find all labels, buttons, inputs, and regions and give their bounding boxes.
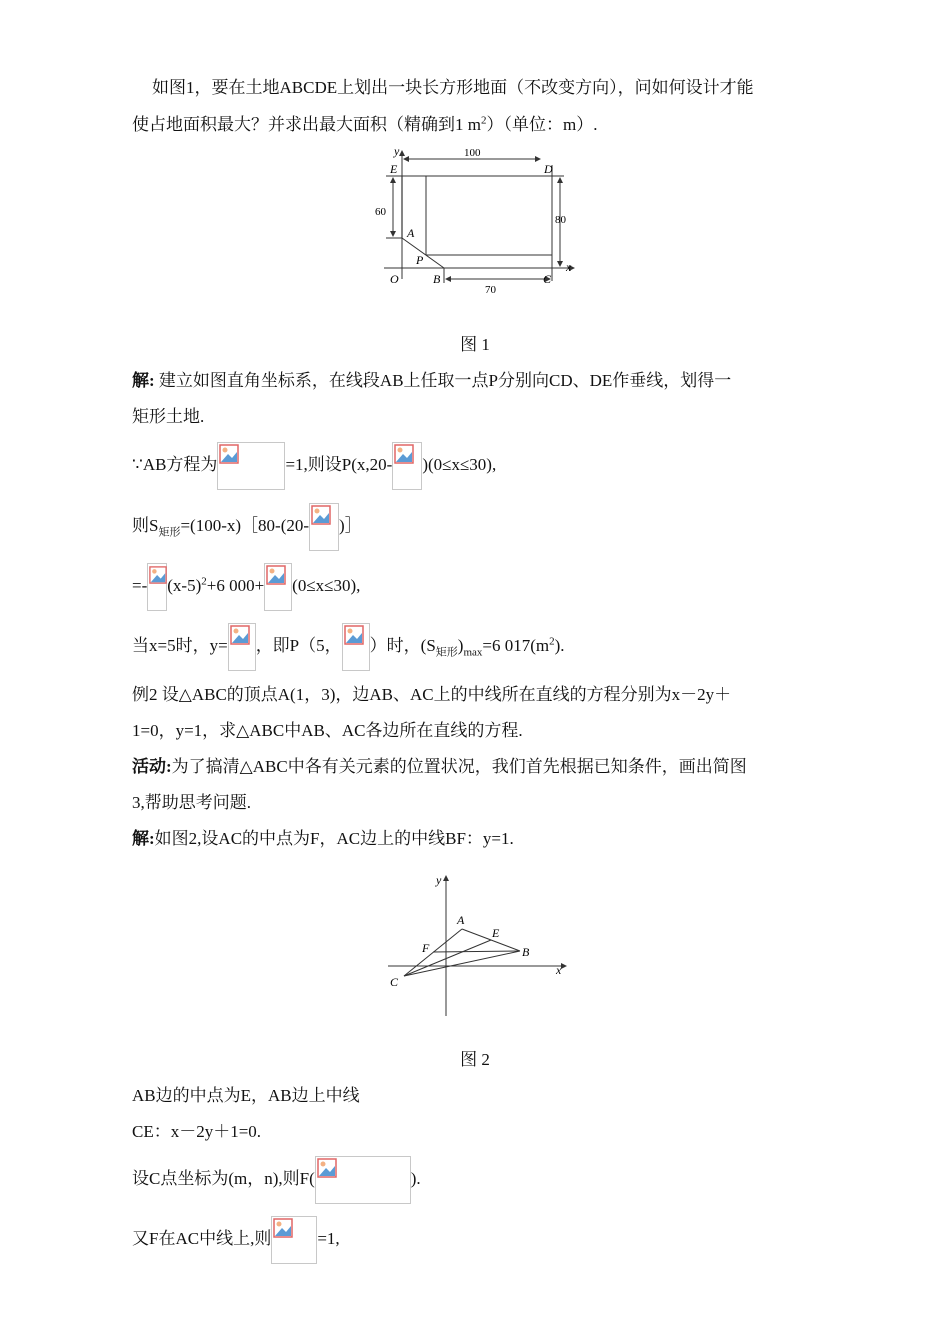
formula-image-placeholder: [315, 1156, 411, 1204]
fig1-label-A: A: [407, 226, 415, 240]
eq2-subscript: 矩形: [158, 526, 181, 539]
broken-image-icon: [219, 444, 239, 464]
formula-image-placeholder: [264, 563, 292, 611]
eq3-text-b: (x-5): [167, 576, 202, 595]
fig1-label-x: x: [566, 260, 572, 274]
figure-2-diagram: [384, 872, 574, 1020]
fig2-median-CE: [404, 940, 491, 976]
fig2-side-CA: [404, 929, 462, 976]
fig2-label-y: y: [436, 873, 442, 887]
eq4-text-f: ).: [554, 636, 565, 655]
solution1-line-2: 矩形土地.: [132, 407, 205, 426]
intro-text-a: 使占地面积最大？并求出最大面积（精确到1 m: [132, 115, 481, 134]
fig1-label-B: B: [433, 272, 441, 286]
fig1-label-E: E: [390, 162, 398, 176]
eq3-text-d: (0≤x≤30),: [292, 576, 361, 595]
fig1-label-D: D: [544, 162, 553, 176]
eq3-text-c: +6 000+: [206, 576, 265, 595]
broken-image-icon: [317, 1158, 337, 1178]
intro-superscript: 2: [480, 114, 487, 127]
broken-image-icon: [266, 565, 286, 585]
eq4-subscript-2: max: [463, 646, 483, 659]
activity-line-2: 3,帮助思考问题.: [132, 793, 251, 812]
fig1-label-O: O: [390, 272, 399, 286]
broken-image-icon: [273, 1218, 293, 1238]
solution2-label: 解:: [132, 829, 155, 848]
activity-line-1: [132, 755, 822, 779]
eq4-text-a: 当x=5时，y=: [132, 636, 228, 655]
intro-line-1: 如图1，要在土地ABCDE上划出一块长方形地面（不改变方向），问如何设计才能: [152, 78, 754, 97]
solution2-text: 如图2,设AC的中点为F，AC边上的中线BF：y=1.: [154, 829, 514, 848]
formula-image-placeholder: [271, 1216, 317, 1264]
tail-line-2: CE：x－2y＋1=0.: [132, 1122, 262, 1141]
fig1-label-y: y: [394, 144, 400, 158]
eq3-text-a: =-: [132, 576, 148, 595]
eq2-text-a: 则S: [132, 516, 159, 535]
broken-image-icon: [344, 625, 364, 645]
solution1-line-1: [132, 369, 822, 393]
equation-area-line: [132, 502, 822, 551]
equation-expand-line: [132, 562, 822, 611]
formula-image-placeholder: [342, 623, 370, 671]
fig2-label-x: x: [556, 963, 562, 977]
fig1-dim-right: 80: [555, 214, 566, 226]
formula-image-placeholder: [147, 563, 167, 611]
formula-image-placeholder: [228, 623, 256, 671]
solution2-line: [132, 827, 822, 851]
formula-image-placeholder: [309, 503, 339, 551]
example2-line-2: 1=0，y=1，求△ABC中AB、AC各边所在直线的方程.: [132, 721, 523, 740]
fig1-dim-top: 100: [464, 147, 481, 159]
tail3-text-b: ).: [410, 1169, 421, 1188]
eq1-text-b: =1,则设P(x,20-: [285, 455, 393, 474]
formula-image-placeholder: [217, 442, 285, 490]
broken-image-icon: [149, 565, 167, 585]
equation-ab-line: [132, 441, 822, 490]
fig1-label-C: C: [543, 272, 552, 286]
example2-line-1: 例2 设△ABC的顶点A(1，3)，边AB、AC上的中线所在直线的方程分别为x－2y＋: [132, 685, 732, 704]
intro-text-b: ）（单位：m）.: [486, 115, 598, 134]
activity-label: 活动:: [132, 757, 172, 776]
figure-1-caption: 图 1: [460, 335, 490, 354]
tail-line-3: [132, 1155, 822, 1204]
eq1-text-c: )(0≤x≤30),: [422, 455, 497, 474]
tail-line-4: [132, 1215, 822, 1264]
solution1-label: 解:: [132, 371, 155, 390]
eq3-superscript: 2: [201, 575, 207, 588]
broken-image-icon: [230, 625, 250, 645]
eq2-text-c: )］: [339, 516, 362, 535]
equation-max-line: [132, 622, 822, 671]
eq4-text-d: ): [457, 636, 464, 655]
eq2-text-b: =(100-x)［80-(20-: [180, 516, 310, 535]
figure-2-caption: 图 2: [460, 1050, 490, 1069]
figure-1-diagram: [372, 143, 582, 303]
fig1-dim-bottom: 70: [485, 284, 496, 296]
eq4-subscript-1: 矩形: [435, 646, 458, 659]
fig2-label-C: C: [390, 975, 399, 989]
solution1-text: 建立如图直角坐标系，在线段AB上任取一点P分别向CD、DE作垂线，划得一: [154, 371, 732, 390]
eq1-text-a: ∵AB方程为: [132, 455, 218, 474]
tail4-text-a: 又F在AC中线上,则: [132, 1229, 272, 1248]
fig2-label-A: A: [457, 913, 465, 927]
eq4-superscript: 2: [549, 635, 555, 648]
intro-line-2: [132, 113, 822, 137]
tail4-text-b: =1,: [317, 1229, 340, 1248]
fig1-label-P: P: [416, 253, 424, 267]
activity-text: 为了搞清△ABC中各有关元素的位置状况，我们首先根据已知条件，画出简图: [171, 757, 747, 776]
fig2-label-B: B: [522, 945, 530, 959]
broken-image-icon: [311, 505, 331, 525]
broken-image-icon: [394, 444, 414, 464]
eq4-text-c: ）时，(S: [369, 636, 436, 655]
fig1-dim-left: 60: [375, 206, 386, 218]
formula-image-placeholder: [392, 442, 422, 490]
eq4-text-b: ，即P（5，: [255, 636, 342, 655]
eq4-text-e: =6 017(m: [482, 636, 550, 655]
tail3-text-a: 设C点坐标为(m，n),则F(: [132, 1169, 315, 1188]
fig2-label-F: F: [422, 941, 430, 955]
fig2-label-E: E: [492, 926, 500, 940]
tail-line-1: AB边的中点为E，AB边上中线: [132, 1086, 360, 1105]
